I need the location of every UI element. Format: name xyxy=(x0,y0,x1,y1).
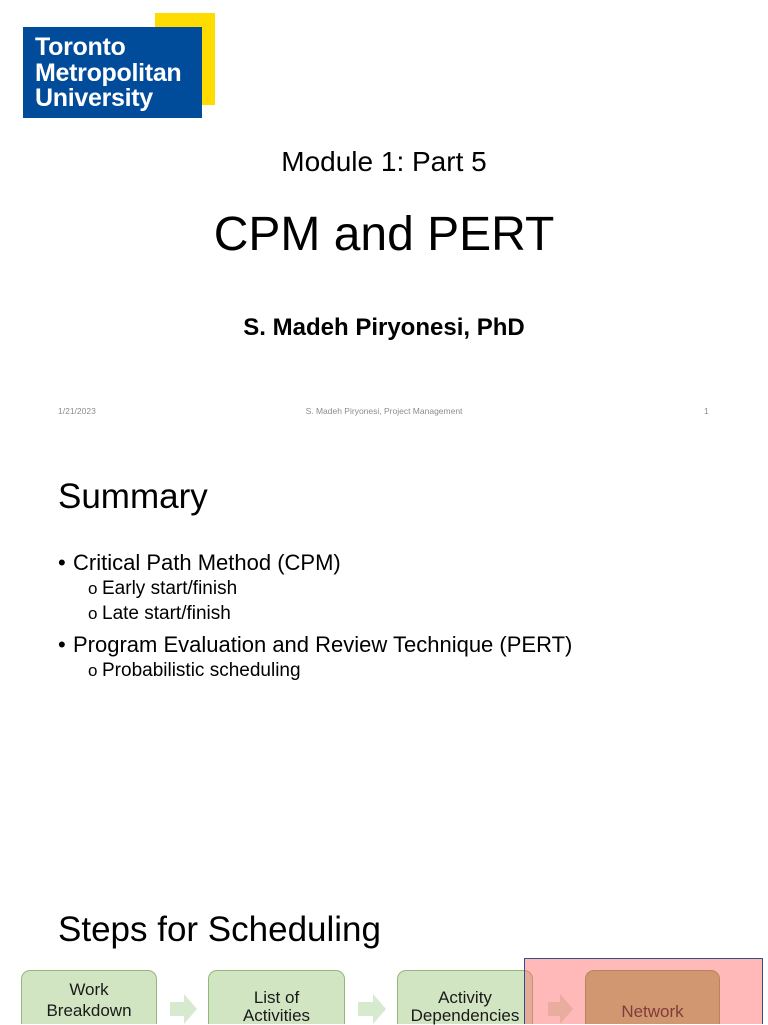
step-label-line: Activities xyxy=(242,1006,311,1025)
summary-title: Summary xyxy=(58,477,208,516)
step-label-line: List of xyxy=(253,988,300,1007)
step-label-line: Dependencies xyxy=(410,1006,520,1025)
university-logo xyxy=(23,27,202,118)
sub-bullet-marker: o xyxy=(88,604,98,623)
footer-date: 1/21/2023 xyxy=(58,406,96,416)
author-name: S. Madeh Piryonesi, PhD xyxy=(243,314,525,341)
step-list-of-activities xyxy=(208,970,345,1024)
module-subtitle: Module 1: Part 5 xyxy=(281,146,487,177)
step-label-line: Breakdown xyxy=(46,1001,132,1020)
sub-bullet-marker: o xyxy=(88,579,98,598)
bullet-marker: • xyxy=(58,550,66,575)
logo-line-1: Toronto xyxy=(35,33,126,61)
footer-page-number: 1 xyxy=(704,406,709,416)
scheduling-title: Steps for Scheduling xyxy=(58,910,381,949)
step-label-line: Work xyxy=(69,980,109,999)
highlight-annotation xyxy=(524,958,763,1024)
step-work-breakdown xyxy=(21,970,157,1024)
sub-item-late: Late start/finish xyxy=(102,603,231,624)
bullet-pert: Program Evaluation and Review Technique (PERT) xyxy=(73,632,573,657)
step-label-line: Network xyxy=(621,1002,684,1021)
step-activity-dependencies xyxy=(397,970,533,1024)
step-arrow-icon xyxy=(170,994,197,1024)
logo-line-3: University xyxy=(35,84,153,112)
logo-wordmark xyxy=(35,35,181,112)
step-arrow-icon xyxy=(358,994,386,1024)
step-label-line: Activity xyxy=(438,988,492,1007)
sub-item-early: Early start/finish xyxy=(102,578,238,599)
logo-line-2: Metropolitan xyxy=(35,58,182,87)
presentation-title: CPM and PERT xyxy=(213,208,555,261)
bullet-marker: • xyxy=(58,632,66,657)
footer-course: S. Madeh Piryonesi, Project Management xyxy=(305,406,463,416)
sub-bullet-marker: o xyxy=(88,661,98,680)
bullet-cpm: Critical Path Method (CPM) xyxy=(73,550,341,575)
sub-item-probabilistic: Probabilistic scheduling xyxy=(102,660,301,681)
